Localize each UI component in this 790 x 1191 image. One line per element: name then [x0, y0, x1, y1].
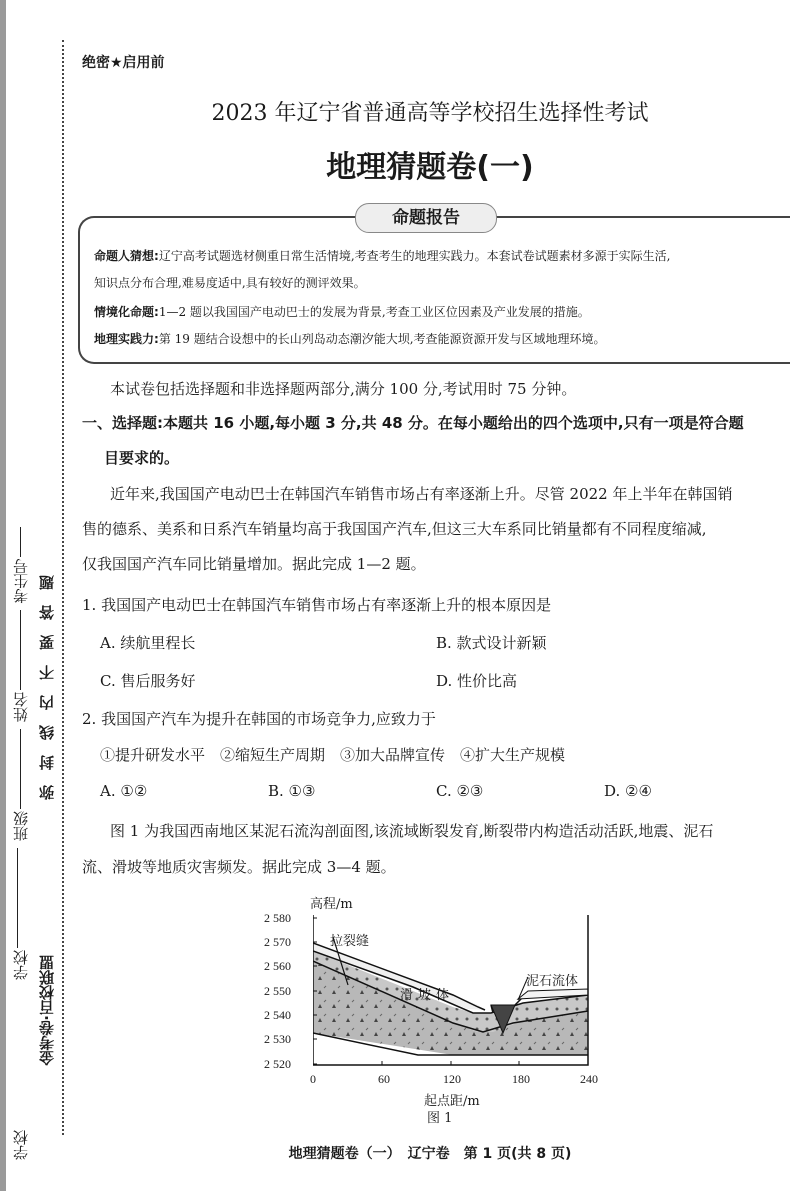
- y-tick: 2 530: [264, 1032, 291, 1046]
- seal-warning: 弥 封 线 内 不 要 答 题: [38, 575, 56, 800]
- landslide-label: 滑坡体: [400, 988, 455, 1003]
- paper-subtitle: 地理猜题卷(一): [326, 150, 534, 185]
- question-2-stem: 2. 我国国产汽车为提升在韩国的市场竞争力,应致力于: [82, 710, 436, 728]
- passage-line: 近年来,我国国产电动巴士在韩国汽车销售市场占有率逐渐上升。尽管 2022 年上半年在韩国销: [110, 485, 733, 503]
- q1-option-d[interactable]: D. 性价比高: [436, 672, 518, 690]
- x-tick: 0: [310, 1072, 316, 1086]
- seal-dotted-line: [62, 40, 64, 1135]
- q2-option-c[interactable]: C. ②③: [436, 782, 484, 800]
- page-footer: 地理猜题卷（一） 辽宁卷 第 1 页(共 8 页): [288, 1146, 572, 1162]
- report-heading: 命题报告: [355, 203, 497, 233]
- section-heading-cont: 目要求的。: [104, 449, 180, 467]
- q1-option-c[interactable]: C. 售后服务好: [100, 672, 196, 690]
- x-axis-label: 起点距/m: [424, 1094, 480, 1109]
- x-tick: 240: [580, 1072, 598, 1086]
- passage-line: 仅我国国产汽车同比销量增加。据此完成 1—2 题。: [82, 555, 426, 573]
- report-item: 情境化命题:1—2 题以我国国产电动巴士的发展为背景,考查工业区位因素及产业发展的措施。: [94, 305, 590, 319]
- q1-option-b[interactable]: B. 款式设计新颖: [436, 634, 547, 652]
- intro-text: 本试卷包括选择题和非选择题两部分,满分 100 分,考试用时 75 分钟。: [110, 380, 577, 398]
- figure-caption: 图 1: [427, 1111, 453, 1126]
- passage-line: 图 1 为我国西南地区某泥石流沟剖面图,该流域断裂发育,断裂带内构造活动活跃,地震、泥石: [110, 822, 714, 840]
- confidential-mark: 绝密★启用前: [82, 55, 165, 71]
- q2-option-a[interactable]: A. ①②: [100, 782, 148, 800]
- y-axis-label: 高程/m: [310, 897, 353, 912]
- x-tick: 120: [443, 1072, 461, 1086]
- exam-id-label: 考生号: [12, 558, 30, 604]
- report-item-cont: 知识点分布合理,难易度适中,具有较好的测评效果。: [94, 276, 366, 290]
- q1-option-a[interactable]: A. 续航里程长: [100, 634, 196, 652]
- x-tick: 60: [378, 1072, 390, 1086]
- y-tick: 2 540: [264, 1008, 291, 1022]
- passage-line: 流、滑坡等地质灾害频发。据此完成 3—4 题。: [82, 858, 396, 876]
- q2-option-b[interactable]: B. ①③: [268, 782, 316, 800]
- y-tick: 2 580: [264, 911, 291, 925]
- q2-choices: ①提升研发水平 ②缩短生产周期 ③加大品牌宣传 ④扩大生产规模: [100, 746, 566, 764]
- info-fields: [10, 380, 31, 980]
- y-tick: 2 570: [264, 935, 291, 949]
- y-tick: 2 520: [264, 1057, 291, 1071]
- class-label: 班级: [12, 811, 30, 842]
- name-label: 姓名: [12, 692, 30, 723]
- report-item: 地理实践力:第 19 题结合设想中的长山列岛动态潮汐能大坝,考查能源资源开发与区域地理环境。: [94, 332, 606, 346]
- debris-label: 泥石流体: [526, 974, 579, 989]
- q2-option-d[interactable]: D. ②④: [604, 782, 652, 800]
- passage-line: 售的德系、美系和日系汽车销量均高于我国国产汽车,但这三大车系同比销量都有不同程度缩减,: [82, 520, 707, 538]
- exam-title: 2023 年辽宁省普通高等学校招生选择性考试: [211, 101, 649, 126]
- section-heading: 一、选择题:本题共 16 小题,每小题 3 分,共 48 分。在每小题给出的四个选项中,只有一项是符合题: [82, 414, 744, 432]
- x-tick: 180: [512, 1072, 530, 1086]
- y-tick: 2 550: [264, 984, 291, 998]
- crack-label: 拉裂缝: [330, 934, 370, 949]
- question-1-stem: 1. 我国国产电动巴士在韩国汽车销售市场占有率逐渐上升的根本原因是: [82, 596, 552, 614]
- school-field: 学校: [12, 1130, 30, 1160]
- y-tick: 2 560: [264, 959, 291, 973]
- brand-text: 金考卷·百校联盟: [38, 955, 56, 1066]
- school-label: 学校: [12, 950, 30, 980]
- report-item: 命题人猜想:辽宁高考试题选材侧重日常生活情境,考查考生的地理实践力。本套试卷试题素材多源于实际生活,: [94, 249, 671, 263]
